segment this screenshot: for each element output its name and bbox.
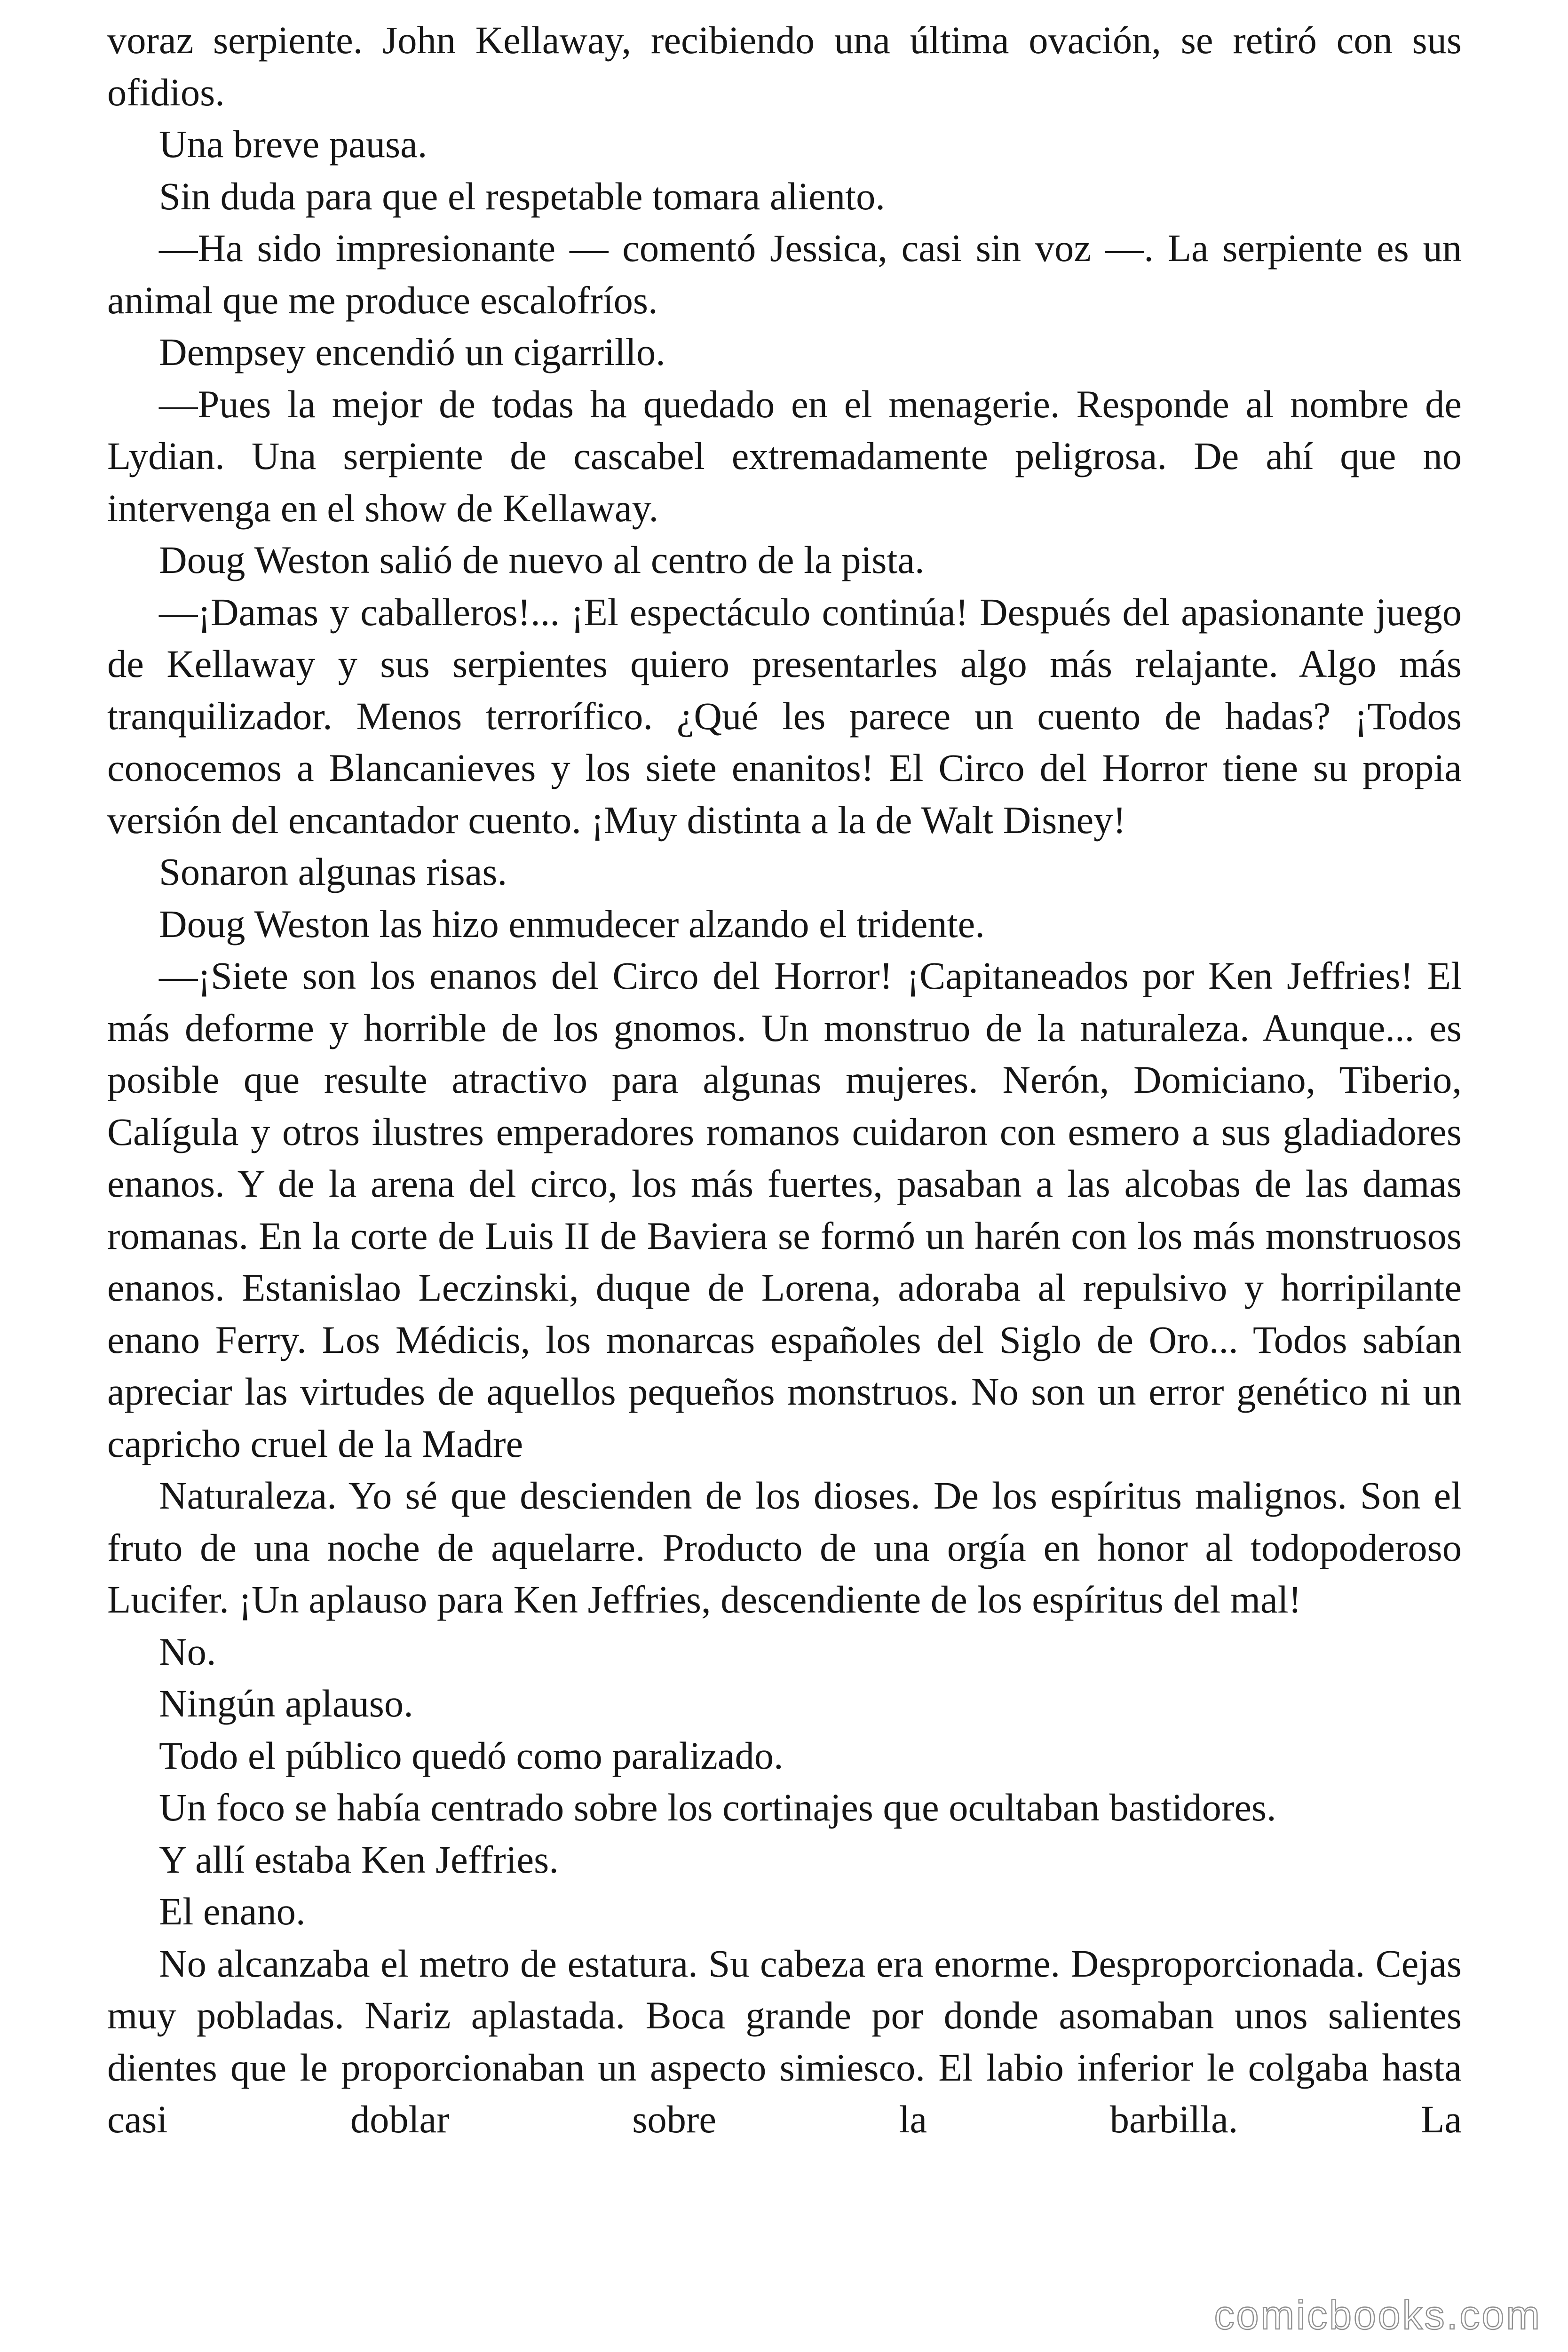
paragraph-dialogue: —Ha sido impresionante — comentó Jessica, casi sin voz —. La serpiente es un animal que me produce escalofríos.: [107, 226, 1462, 322]
paragraph: Y allí estaba Ken Jeffries.: [159, 1837, 559, 1881]
paragraph: Doug Weston salió de nuevo al centro de la pista.: [159, 538, 925, 581]
paragraph: No.: [159, 1629, 216, 1673]
book-page: [107, 14, 1462, 2145]
paragraph: Un foco se había centrado sobre los cortinajes que ocultaban bastidores.: [159, 1786, 1276, 1829]
paragraph: Naturaleza. Yo sé que descienden de los dioses. De los espíritus malignos. Son el fruto de una noche de aquelarre. Producto de una orgía en honor al todopoderoso Lucifer. ¡Un aplauso para Ken Jeffries, descendiente de los espíritus del mal!: [107, 1474, 1462, 1621]
paragraph: Todo el público quedó como paralizado.: [159, 1733, 784, 1777]
watermark: comicbooks.com: [1214, 2293, 1542, 2338]
paragraph: Una breve pausa.: [159, 122, 428, 166]
paragraph-dialogue: —Pues la mejor de todas ha quedado en el menagerie. Responde al nombre de Lydian. Una serpiente de cascabel extremadamente peligrosa. De ahí que no intervenga en el show de Kellaway.: [107, 382, 1462, 530]
paragraph-dialogue: —¡Damas y caballeros!... ¡El espectáculo continúa! Después del apasionante juego de Kellaway y sus serpientes quiero presentarles algo más relajante. Algo más tranquilizador. Menos terrorífico. ¿Qué les parece un cuento de hadas? ¡Todos conocemos a Blancanieves y los siete enanitos! El Circo del Horror tiene su propia versión del encantador cuento. ¡Muy distinta a la de Walt Disney!: [107, 590, 1462, 842]
paragraph-continuation: voraz serpiente. John Kellaway, recibiendo una última ovación, se retiró con sus ofidios.: [107, 18, 1462, 114]
paragraph-continues-next-page: No alcanzaba el metro de estatura. Su cabeza era enorme. Desproporcionada. Cejas muy pobladas. Nariz aplastada. Boca grande por donde asomaban unos salientes dientes que le proporcionaban un aspecto simiesco. El labio inferior le colgaba hasta casi doblar sobre la barbilla. La: [107, 1941, 1462, 2141]
paragraph: Doug Weston las hizo enmudecer alzando el tridente.: [159, 902, 985, 946]
paragraph: Ningún aplauso.: [159, 1682, 413, 1725]
paragraph: Dempsey encendió un cigarrillo.: [159, 330, 665, 373]
paragraph: El enano.: [159, 1890, 306, 1933]
paragraph: Sin duda para que el respetable tomara aliento.: [159, 174, 885, 218]
paragraph: Sonaron algunas risas.: [159, 850, 507, 893]
paragraph-dialogue: —¡Siete son los enanos del Circo del Horror! ¡Capitaneados por Ken Jeffries! El más deforme y horrible de los gnomos. Un monstruo de la naturaleza. Aunque... es posible que resulte atractivo para algunas mujeres. Nerón, Domiciano, Tiberio, Calígula y otros ilustres emperadores romanos cuidaron con esmero a sus gladiadores enanos. Y de la arena del circo, los más fuertes, pasaban a las alcobas de las damas romanas. En la corte de Luis II de Baviera se formó un harén con los más monstruosos enanos. Estanislao Leczinski, duque de Lorena, adoraba al repulsivo y horripilante enano Ferry. Los Médicis, los monarcas españoles del Siglo de Oro... Todos sabían apreciar las virtudes de aquellos pequeños monstruos. No son un error genético ni un capricho cruel de la Madre: [107, 954, 1462, 1465]
